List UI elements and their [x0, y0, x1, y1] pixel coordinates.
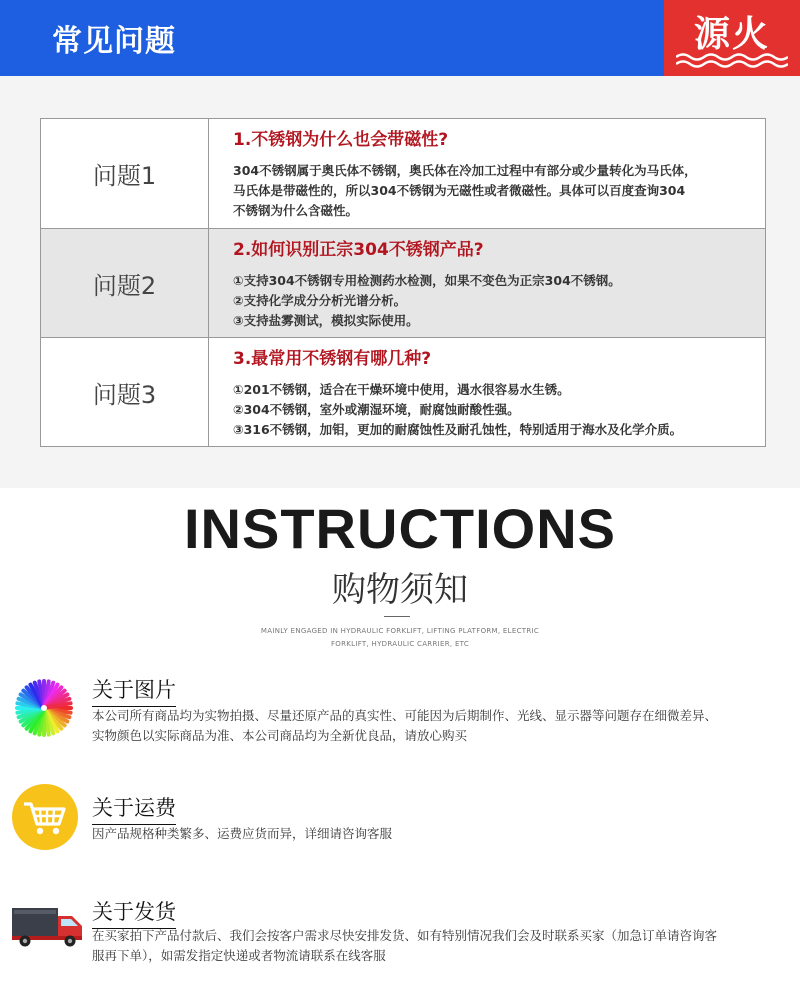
faq-answer-line: ③316不锈钢，加钼，更加的耐腐蚀性及耐孔蚀性，特别适用于海水及化学介质。 [233, 422, 683, 437]
section-text [92, 824, 772, 844]
info-section-pictures [0, 670, 800, 760]
delivery-truck-icon [10, 904, 86, 948]
faq-answer [233, 380, 741, 440]
section-text-line: 在买家拍下产品付款后、我们会按客户需求尽快安排发货、如有特别情况我们会及时联系买家（加急订单请咨询客 [92, 928, 718, 943]
faq-answer-line: 不锈钢为什么含磁性。 [233, 203, 359, 218]
tagline-line: FORKLIFT, HYDRAULIC CARRIER, ETC [330, 640, 470, 648]
faq-row [41, 228, 765, 337]
section-title: 关于发货 [92, 896, 176, 929]
faq-content [209, 338, 765, 446]
divider [384, 616, 410, 617]
faq-answer-line: 马氏体是带磁性的，所以304不锈钢为无磁性或者微磁性。具体可以百度查询304 [233, 183, 686, 198]
section-title: 关于图片 [92, 674, 176, 707]
faq-table [40, 118, 766, 447]
brand-logo [664, 0, 800, 76]
faq-label: 问题2 [41, 229, 209, 337]
faq-section [0, 76, 800, 488]
faq-answer-line: ①支持304不锈钢专用检测药水检测，如果不变色为正宗304不锈钢。 [233, 273, 621, 288]
tagline-line: MAINLY ENGAGED IN HYDRAULIC FORKLIFT, LIFTING PLATFORM, ELECTRIC [260, 627, 540, 635]
faq-answer-line: ②支持化学成分分析光谱分析。 [233, 293, 407, 308]
color-wheel-center [41, 705, 47, 711]
info-section-shipping-fee [0, 784, 800, 864]
faq-answer-line: ③支持盐雾测试，模拟实际使用。 [233, 313, 419, 328]
faq-answer-line: ②304不锈钢，室外或潮湿环境，耐腐蚀耐酸性强。 [233, 402, 520, 417]
faq-question: 2.如何识别正宗304不锈钢产品? [233, 240, 484, 260]
faq-label: 问题3 [41, 338, 209, 446]
faq-answer-line: 304不锈钢属于奥氏体不锈钢，奥氏体在冷加工过程中有部分或少量转化为马氏体， [233, 163, 697, 178]
instructions-tagline [240, 625, 560, 651]
brand-name: 源火 [693, 14, 770, 55]
faq-content [209, 229, 765, 337]
faq-question: 1.不锈钢为什么也会带磁性? [233, 130, 449, 150]
faq-content [209, 119, 765, 228]
instructions-subtitle: 购物须知 [332, 570, 468, 610]
instructions-title: INSTRUCTIONS [184, 497, 616, 560]
wave-decoration-icon [676, 52, 788, 68]
section-text-line: 因产品规格种类繁多、运费应货而异，详细请咨询客服 [92, 826, 393, 841]
section-text-line: 实物颜色以实际商品为准、本公司商品均为全新优良品，请放心购买 [92, 728, 468, 743]
faq-row [41, 119, 765, 228]
section-text [92, 926, 772, 966]
section-title: 关于运费 [92, 792, 176, 825]
faq-label: 问题1 [41, 119, 209, 228]
page-title: 常见问题 [52, 24, 176, 59]
section-text-line: 服再下单），如需发指定快递或者物流请联系在线客服 [92, 948, 386, 963]
faq-question: 3.最常用不锈钢有哪几种? [233, 349, 432, 369]
header-bar [0, 0, 800, 76]
color-wheel-icon [14, 678, 74, 738]
info-section-delivery [0, 890, 800, 970]
section-text [92, 706, 772, 746]
faq-row [41, 337, 765, 446]
faq-answer [233, 161, 741, 221]
section-text-line: 本公司所有商品均为实物拍摄、尽量还原产品的真实性、可能因为后期制作、光线、显示器等问题存在细微差异、 [92, 708, 718, 723]
shopping-cart-icon [12, 784, 78, 850]
faq-answer-line: ①201不锈钢，适合在干燥环境中使用，遇水很容易水生锈。 [233, 382, 570, 397]
faq-answer [233, 271, 741, 331]
